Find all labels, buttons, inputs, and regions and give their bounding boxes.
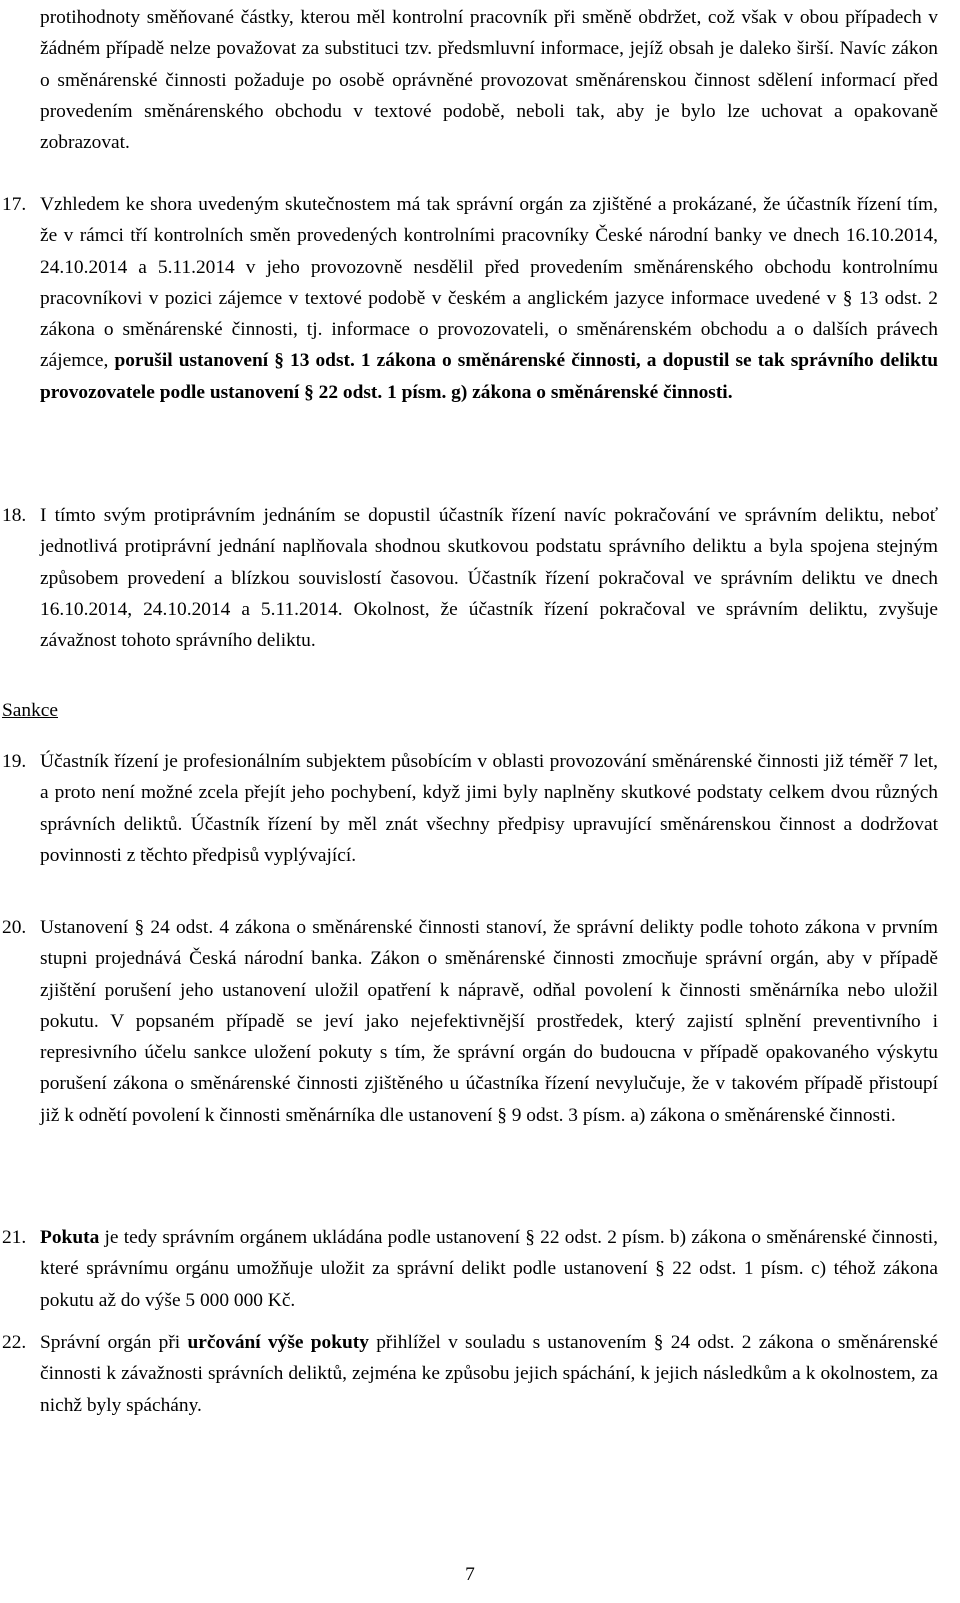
paragraph-22 — [2, 1327, 938, 1421]
paragraph-text: protihodnoty směňované částky, kterou měl kontrolní pracovník při směně obdržet, což však v obou případech v žádném případě nelze považovat za substituci tzv. předsmluvní informace, jejíž obsah je daleko širší. Navíc zákon o směnárenské činnosti požaduje po osobě oprávněné provozovat směnárenskou činnost sdělení informací před provedením směnárenského obchodu v textové podobě, neboli tak, aby je bylo lze uchovat a opakovaně zobrazovat. — [40, 7, 938, 154]
paragraph-20 — [2, 912, 938, 1131]
paragraph-text: Účastník řízení je profesionálním subjektem působícím v oblasti provozování směnárenské činnosti již téměř 7 let, a proto není možné zcela přejít jeho pochybení, když jimi byly naplněny skutkové podstaty celkem dvou různých správních deliktů. Účastník řízení by měl znát všechny předpisy upravující směnárenskou činnost a dodržovat povinnosti z těchto předpisů vyplývající. — [40, 751, 938, 866]
paragraph-text: Ustanovení § 24 odst. 4 zákona o směnárenské činnosti stanoví, že správní delikty podle tohoto zákona v prvním stupni projednává Česká národní banka. Zákon o směnárenské činnosti zmocňuje správní orgán, aby v případě zjištění porušení jeho ustanovení uložil opatření k nápravě, odňal povolení k činnosti směnárníka nebo uložil pokutu. V popsaném případě se jeví jako nejefektivnější prostředek, který zajistí splnění preventivního i represivního účelu sankce uložení pokuty s tím, že správní orgán do budoucna v případě opakovaného výskytu porušení zákona o směnárenské činnosti zjištěného u účastníka řízení nevylučuje, že v takovém případě přistoupí již k odnětí povolení k činnosti směnárníka dle ustanovení § 9 odst. 3 písm. a) zákona o směnárenské činnosti. — [40, 917, 938, 1126]
paragraph-number: 21. — [2, 1227, 27, 1248]
paragraph-number: 17. — [2, 194, 27, 215]
paragraph-19 — [2, 746, 938, 871]
paragraph-text: je tedy správním orgánem ukládána podle ustanovení § 22 odst. 2 písm. b) zákona o směnárenské činnosti, které správnímu orgánu umožňuje uložit za správní delikt podle ustanovení § 22 odst. 1 písm. c) téhož zákona pokutu až do výše 5 000 000 Kč. — [40, 1227, 938, 1311]
section-heading-sankce: Sankce — [2, 700, 58, 721]
paragraph-number: 22. — [2, 1332, 27, 1353]
paragraph-number: 18. — [2, 505, 27, 526]
paragraph-number: 20. — [2, 917, 27, 938]
page-number: 7 — [465, 1564, 475, 1585]
paragraph-bold-term: Pokuta — [40, 1227, 100, 1248]
paragraph-17 — [2, 189, 938, 408]
paragraph-16-continuation — [40, 2, 938, 158]
paragraph-bold-term: určování výše pokuty — [187, 1332, 369, 1353]
paragraph-21 — [2, 1222, 938, 1316]
paragraph-text: Vzhledem ke shora uvedeným skutečnostem má tak správní orgán za zjištěné a prokázané, že účastník řízení tím, že v rámci tří kontrolních směn provedených kontrolními pracovníky České národní banky ve dnech 16.10.2014, 24.10.2014 a 5.11.2014 v jeho provozovně nesdělil před provedením směnárenského obchodu kontrolnímu pracovníkovi v pozici zájemce v textové podobě v českém a anglickém jazyce informace uvedené v § 13 odst. 2 zákona o směnárenské činnosti, tj. informace o provozovateli, o směnárenském obchodu a o dalších právech zájemce, — [40, 194, 938, 372]
paragraph-text-end: přihlížel v souladu s ustanovením § 24 odst. 2 zákona o směnárenské činnosti k závažnosti správních deliktů, zejména ke způsobu jejich spáchání, k jejich následkům a k okolnostem, za nichž byly spáchány. — [40, 1332, 938, 1416]
paragraph-bold-conclusion: porušil ustanovení § 13 odst. 1 zákona o směnárenské činnosti, a dopustil se tak správního deliktu provozovatele podle ustanovení § 22 odst. 1 písm. g) zákona o směnárenské činnosti. — [40, 350, 938, 403]
paragraph-text: I tímto svým protiprávním jednáním se dopustil účastník řízení navíc pokračování ve správním deliktu, neboť jednotlivá protiprávní jednání naplňovala shodnou skutkovou podstatu správního deliktu a byla spojena stejným způsobem provedení a blízkou souvislostí časovou. Účastník řízení pokračoval ve správním deliktu ve dnech 16.10.2014, 24.10.2014 a 5.11.2014. Okolnost, že účastník řízení pokračoval ve správním deliktu, zvyšuje závažnost tohoto správního deliktu. — [40, 505, 938, 652]
paragraph-text: Správní orgán při — [40, 1332, 188, 1353]
paragraph-number: 19. — [2, 751, 27, 772]
paragraph-18 — [2, 500, 938, 656]
